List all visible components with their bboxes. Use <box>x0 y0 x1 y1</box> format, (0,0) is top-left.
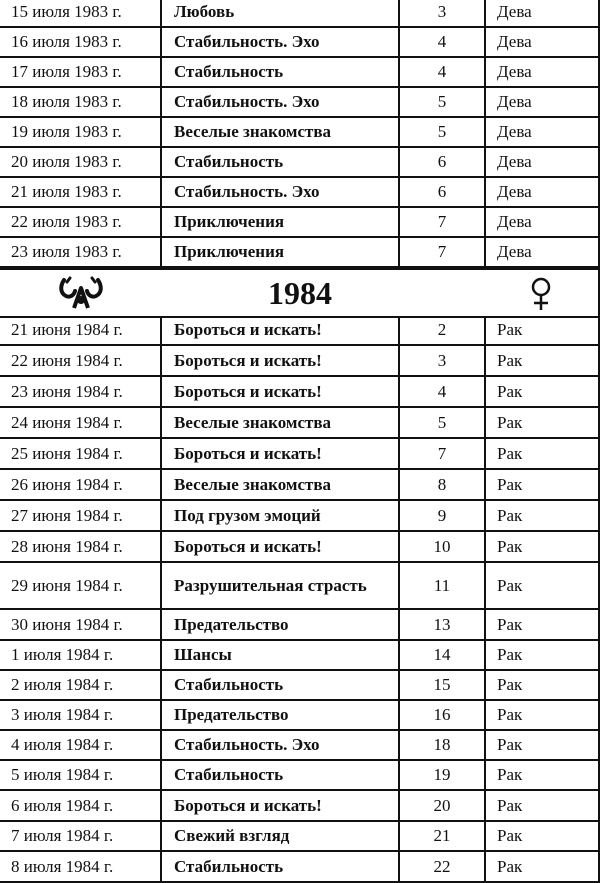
table-row <box>0 701 600 731</box>
name-cell: Стабильность <box>162 58 400 86</box>
table-row <box>0 731 600 761</box>
sign-cell: Рак <box>497 826 523 845</box>
number-cell: 19 <box>400 761 486 789</box>
table-row <box>0 0 600 28</box>
name-cell: Предательство <box>162 610 400 639</box>
name-cell: Бороться и искать! <box>162 791 400 820</box>
sign-cell: Рак <box>497 412 523 432</box>
number-cell: 4 <box>400 28 486 56</box>
sign-cell: Дева <box>497 152 532 171</box>
number-cell: 18 <box>400 731 486 759</box>
date-cell: 22 июня 1984 г. <box>0 346 162 375</box>
name-cell: Бороться и искать! <box>162 532 400 561</box>
number-cell: 22 <box>400 852 486 881</box>
sign-cell: Рак <box>497 575 523 595</box>
date-cell: 5 июля 1984 г. <box>0 761 162 789</box>
number-cell: 5 <box>400 88 486 116</box>
sign-cell: Рак <box>497 505 523 525</box>
date-cell: 16 июля 1983 г. <box>0 28 162 56</box>
date-cell: 7 июля 1984 г. <box>0 822 162 850</box>
table-row <box>0 641 600 671</box>
table-row <box>0 852 600 883</box>
name-cell: Шансы <box>162 641 400 669</box>
number-cell: 5 <box>400 118 486 146</box>
date-cell: 29 июня 1984 г. <box>0 563 162 608</box>
name-cell: Под грузом эмоций <box>162 501 400 530</box>
name-cell: Стабильность <box>162 671 400 699</box>
table-row <box>0 58 600 88</box>
sign-cell: Рак <box>497 705 523 724</box>
number-cell: 3 <box>400 346 486 375</box>
name-cell: Стабильность. Эхо <box>162 88 400 116</box>
name-cell: Свежий взгляд <box>162 822 400 850</box>
date-cell: 28 июня 1984 г. <box>0 532 162 561</box>
date-cell: 1 июля 1984 г. <box>0 641 162 669</box>
sign-cell: Рак <box>497 795 523 815</box>
date-cell: 24 июня 1984 г. <box>0 408 162 437</box>
name-cell: Веселые знакомства <box>162 470 400 499</box>
number-cell: 16 <box>400 701 486 729</box>
number-cell: 5 <box>400 408 486 437</box>
date-cell: 4 июля 1984 г. <box>0 731 162 759</box>
name-cell: Стабильность <box>162 852 400 881</box>
table-row <box>0 761 600 791</box>
date-cell: 15 июля 1983 г. <box>0 0 162 26</box>
name-cell: Приключения <box>162 208 400 236</box>
table-row <box>0 408 600 439</box>
number-cell: 7 <box>400 238 486 266</box>
sign-cell: Рак <box>497 614 523 634</box>
sign-cell: Рак <box>497 536 523 556</box>
sign-cell: Рак <box>497 765 523 784</box>
sign-cell: Рак <box>497 381 523 401</box>
name-cell: Разрушительная страсть <box>162 563 400 608</box>
sign-cell: Дева <box>497 62 532 81</box>
date-cell: 23 июня 1984 г. <box>0 377 162 406</box>
name-cell: Стабильность. Эхо <box>162 731 400 759</box>
number-cell: 7 <box>400 439 486 468</box>
sign-cell: Дева <box>497 92 532 111</box>
table-row <box>0 610 600 641</box>
date-cell: 23 июля 1983 г. <box>0 238 162 266</box>
table-row <box>0 208 600 238</box>
table-row <box>0 28 600 58</box>
number-cell: 9 <box>400 501 486 530</box>
sign-cell: Рак <box>497 675 523 694</box>
date-cell: 26 июня 1984 г. <box>0 470 162 499</box>
venus-symbol-icon <box>528 276 554 312</box>
table-row <box>0 88 600 118</box>
number-cell: 13 <box>400 610 486 639</box>
date-cell: 21 июня 1984 г. <box>0 316 162 344</box>
table-row <box>0 377 600 408</box>
table-row <box>0 148 600 178</box>
name-cell: Приключения <box>162 238 400 266</box>
date-cell: 2 июля 1984 г. <box>0 671 162 699</box>
name-cell: Предательство <box>162 701 400 729</box>
number-cell: 3 <box>400 0 486 26</box>
table-row <box>0 178 600 208</box>
name-cell: Стабильность. Эхо <box>162 28 400 56</box>
sign-cell: Рак <box>497 735 523 754</box>
sign-cell: Рак <box>497 645 523 664</box>
sign-cell: Рак <box>497 443 523 463</box>
number-cell: 6 <box>400 178 486 206</box>
date-cell: 25 июня 1984 г. <box>0 439 162 468</box>
name-cell: Стабильность. Эхо <box>162 178 400 206</box>
name-cell: Бороться и искать! <box>162 346 400 375</box>
number-cell: 2 <box>400 316 486 344</box>
date-cell: 3 июля 1984 г. <box>0 701 162 729</box>
date-cell: 18 июля 1983 г. <box>0 88 162 116</box>
name-cell: Бороться и искать! <box>162 316 400 344</box>
date-cell: 21 июля 1983 г. <box>0 178 162 206</box>
date-cell: 17 июля 1983 г. <box>0 58 162 86</box>
table-row <box>0 346 600 377</box>
number-cell: 4 <box>400 377 486 406</box>
number-cell: 15 <box>400 671 486 699</box>
name-cell: Веселые знакомства <box>162 408 400 437</box>
date-cell: 22 июля 1983 г. <box>0 208 162 236</box>
table-row <box>0 791 600 822</box>
number-cell: 14 <box>400 641 486 669</box>
name-cell: Стабильность <box>162 148 400 176</box>
date-cell: 8 июля 1984 г. <box>0 852 162 881</box>
number-cell: 11 <box>400 563 486 608</box>
sign-cell: Дева <box>497 212 532 231</box>
sign-cell: Дева <box>497 32 532 51</box>
date-cell: 19 июля 1983 г. <box>0 118 162 146</box>
number-cell: 4 <box>400 58 486 86</box>
date-cell: 30 июня 1984 г. <box>0 610 162 639</box>
sign-cell: Рак <box>497 320 523 339</box>
table-row <box>0 118 600 148</box>
number-cell: 8 <box>400 470 486 499</box>
date-cell: 27 июня 1984 г. <box>0 501 162 530</box>
number-cell: 21 <box>400 822 486 850</box>
name-cell: Бороться и искать! <box>162 377 400 406</box>
sign-cell: Рак <box>497 856 523 876</box>
date-cell: 6 июля 1984 г. <box>0 791 162 820</box>
date-cell: 20 июля 1983 г. <box>0 148 162 176</box>
table-row <box>0 532 600 563</box>
table-row <box>0 563 600 610</box>
name-cell: Любовь <box>162 0 400 26</box>
year-title: 1984 <box>268 274 332 311</box>
number-cell: 6 <box>400 148 486 176</box>
sign-cell: Дева <box>497 2 532 21</box>
sign-cell: Дева <box>497 122 532 141</box>
table-row <box>0 822 600 852</box>
name-cell: Веселые знакомства <box>162 118 400 146</box>
table-row <box>0 439 600 470</box>
table-row <box>0 470 600 501</box>
sign-cell: Дева <box>497 242 532 261</box>
year-header-row <box>0 268 600 318</box>
sign-cell: Рак <box>497 474 523 494</box>
sign-cell: Дева <box>497 182 532 201</box>
number-cell: 20 <box>400 791 486 820</box>
number-cell: 10 <box>400 532 486 561</box>
sign-cell: Рак <box>497 350 523 370</box>
number-cell: 7 <box>400 208 486 236</box>
table-row <box>0 671 600 701</box>
table-row <box>0 316 600 346</box>
name-cell: Бороться и искать! <box>162 439 400 468</box>
name-cell: Стабильность <box>162 761 400 789</box>
table-row <box>0 238 600 268</box>
table-row <box>0 501 600 532</box>
